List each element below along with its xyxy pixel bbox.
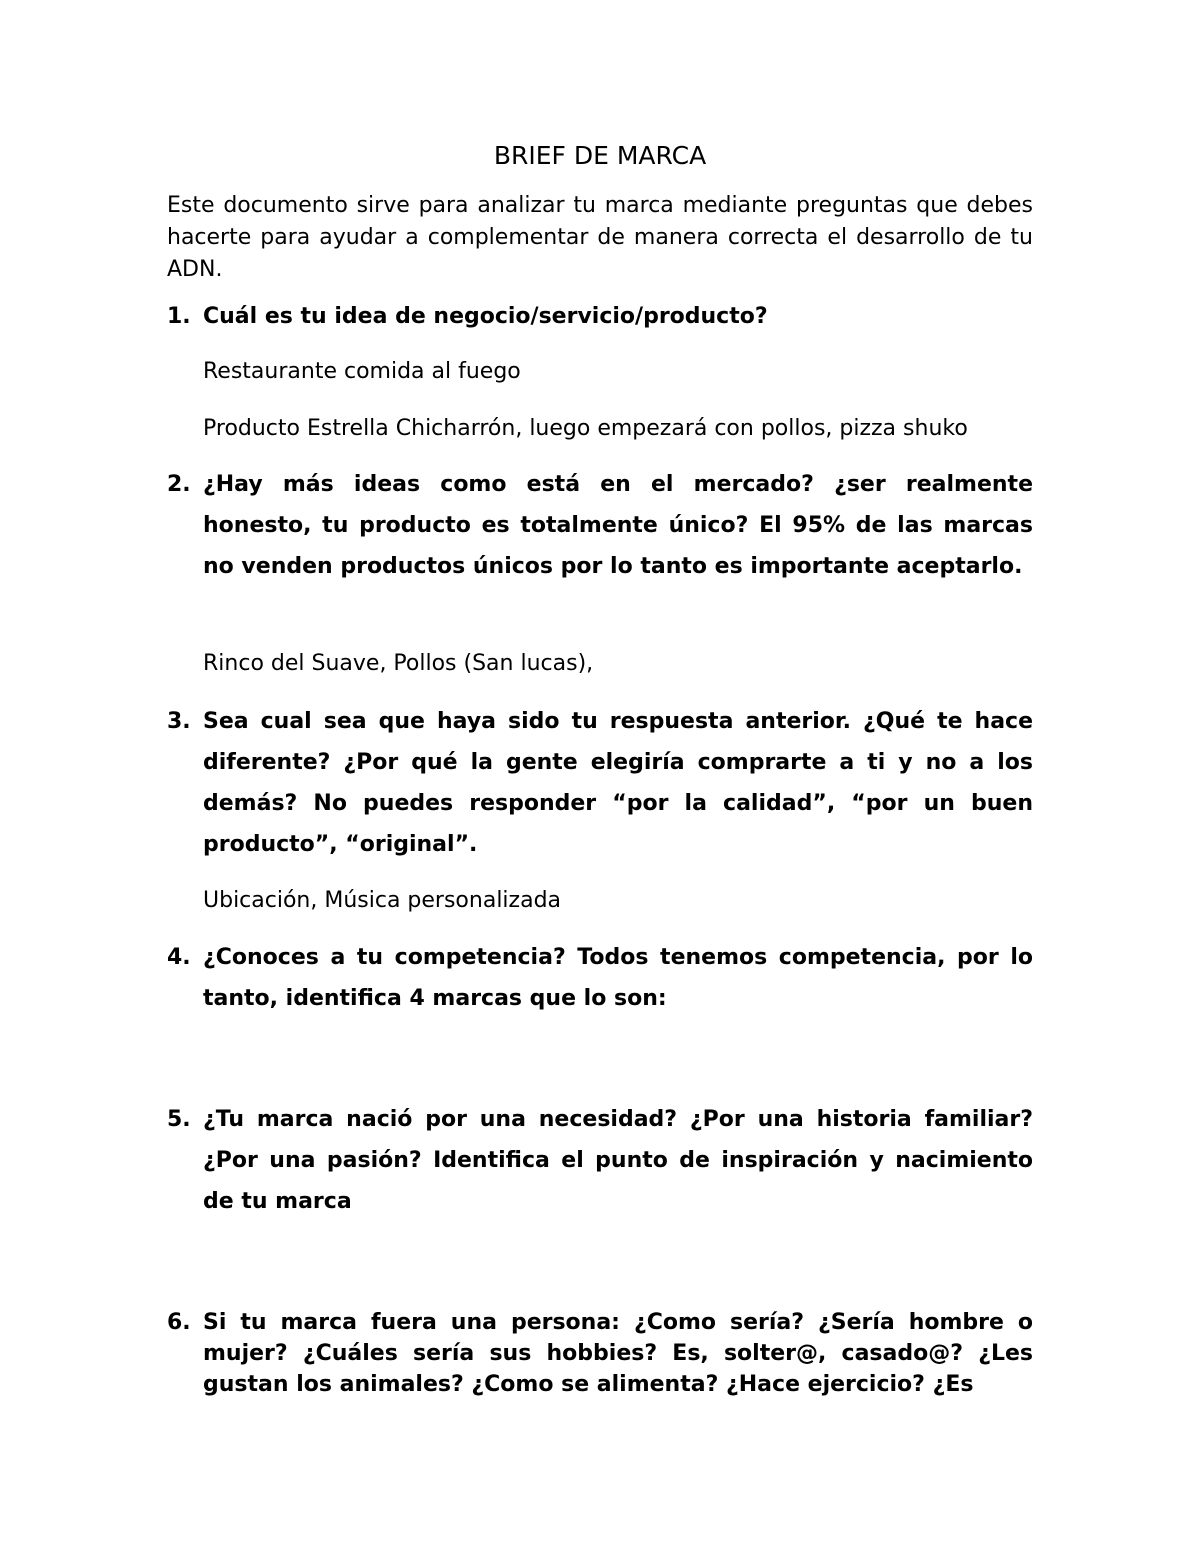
intro-paragraph: Este documento sirve para analizar tu marca mediante preguntas que debes hacerte para ayudar a complementar de manera correcta el desarrollo de tu ADN. (167, 193, 1033, 282)
question-number: 4. (167, 945, 191, 970)
question-text: ¿Tu marca nació por una necesidad? ¿Por una historia familiar? ¿Por una pasión? Identifica el punto de inspiración y nacimiento de tu marca (203, 1107, 1033, 1214)
question-6 (167, 1307, 1033, 1400)
question-number: 6. (167, 1310, 191, 1335)
question-2 (167, 464, 1033, 587)
question-5 (167, 1099, 1033, 1222)
question-text: Si tu marca fuera una persona: ¿Como sería? ¿Sería hombre o mujer? ¿Cuáles sería sus hobbies? Es, solter@, casado@? ¿Les gustan los animales? ¿Como se alimenta? ¿Hace ejercicio? ¿Es (203, 1310, 1033, 1397)
answer-3a: Ubicación, Música personalizada (203, 888, 562, 913)
answer-1a: Restaurante comida al fuego (203, 359, 521, 384)
question-3 (167, 701, 1033, 865)
document-title: BRIEF DE MARCA (493, 141, 707, 170)
question-number: 1. (167, 304, 191, 329)
answer-2a: Rinco del Suave, Pollos (San lucas), (203, 651, 594, 676)
question-4 (167, 937, 1033, 1019)
question-text: Cuál es tu idea de negocio/servicio/producto? (203, 304, 768, 329)
question-text: ¿Conoces a tu competencia? Todos tenemos competencia, por lo tanto, identifica 4 marcas que lo son: (203, 945, 1033, 1011)
question-number: 5. (167, 1107, 191, 1132)
question-text: ¿Hay más ideas como está en el mercado? ¿ser realmente honesto, tu producto es totalmente único? El 95% de las marcas no venden productos únicos por lo tanto es importante aceptarlo. (203, 472, 1033, 579)
question-1 (167, 296, 1033, 337)
answer-1b: Producto Estrella Chicharrón, luego empezará con pollos, pizza shuko (203, 416, 968, 441)
question-number: 2. (167, 472, 191, 497)
question-text: Sea cual sea que haya sido tu respuesta anterior. ¿Qué te hace diferente? ¿Por qué la gente elegiría comprarte a ti y no a los demás? No puedes responder “por la calidad”, “por un buen producto”, “original”. (203, 709, 1033, 857)
question-number: 3. (167, 709, 191, 734)
